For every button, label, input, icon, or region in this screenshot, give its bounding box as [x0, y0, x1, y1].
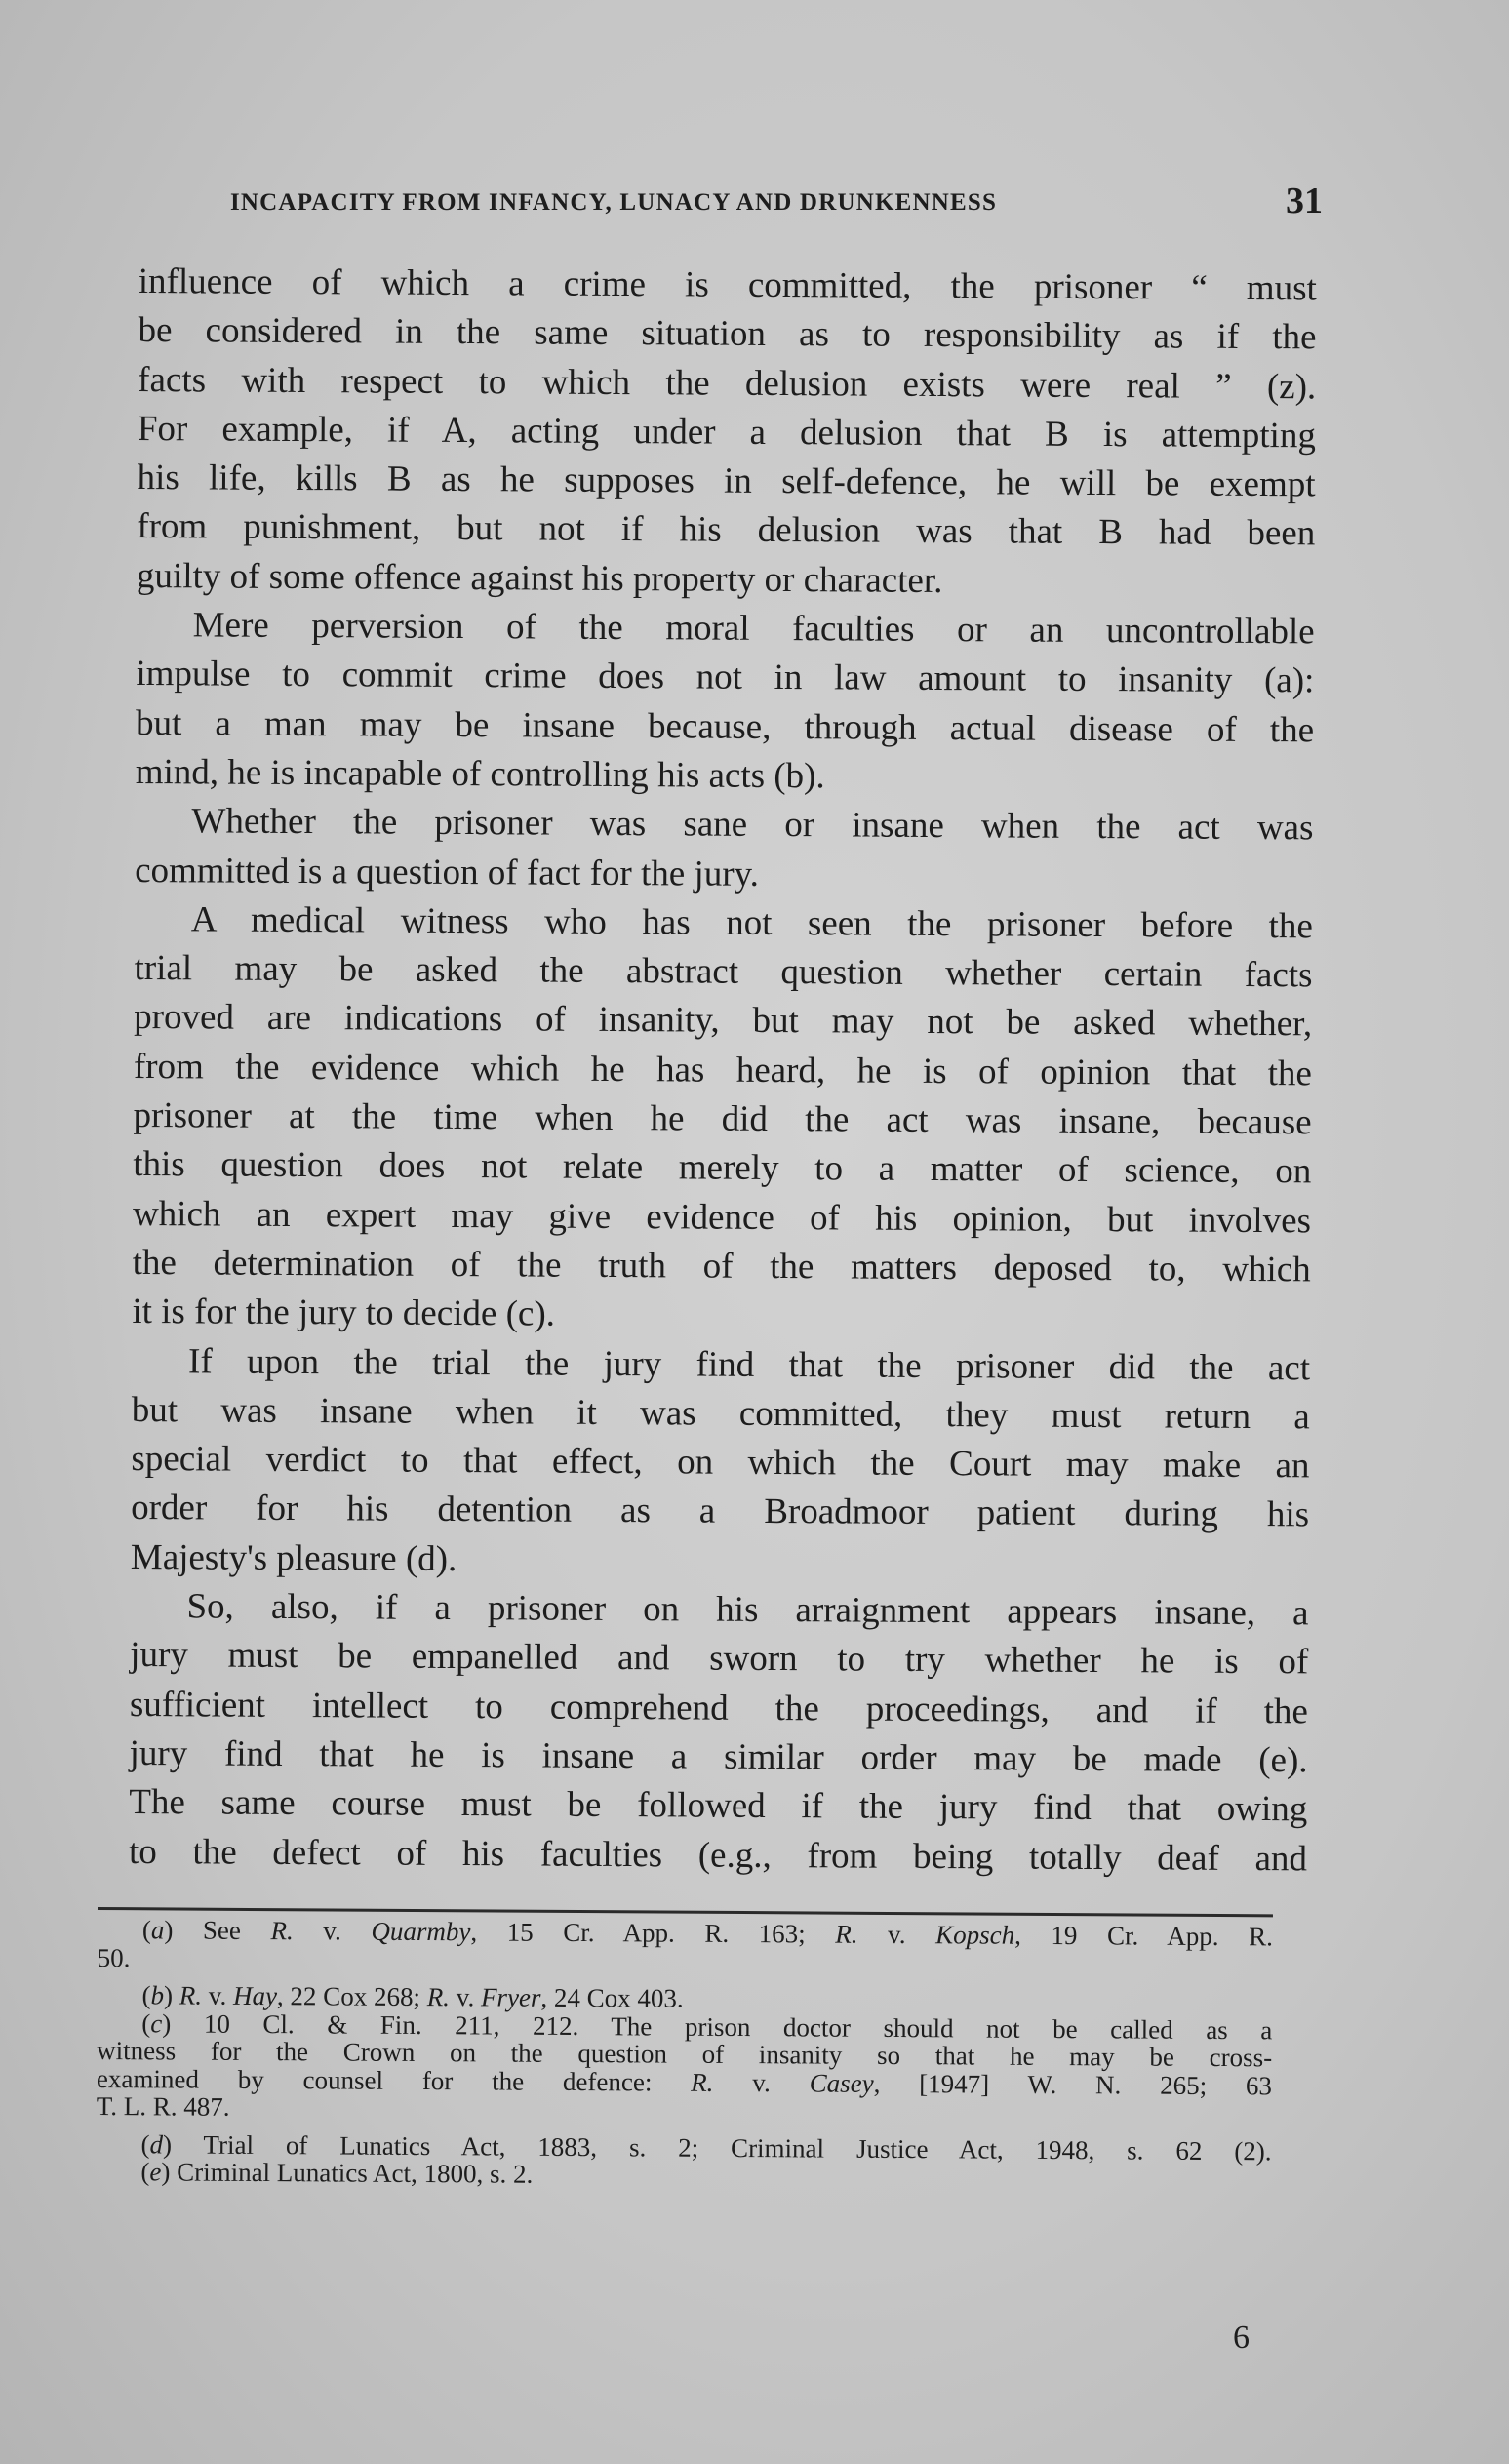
italic-text: c: [150, 2007, 163, 2038]
text-line: jury must be empanelled and sworn to try whether he is of: [130, 1635, 1309, 1683]
paragraph: [131, 1337, 1311, 1590]
italic-text: R.: [835, 1919, 858, 1949]
text: v.: [713, 2067, 810, 2097]
text: v.: [449, 1982, 482, 2012]
text: , [1947] W. N. 265; 63: [873, 2068, 1273, 2100]
text-line: facts with respect to which the delusion exists were real ” (z).: [138, 359, 1317, 407]
text-line: jury find that he is insane a similar order may be made (e).: [129, 1732, 1308, 1781]
italic-text: a: [150, 1915, 165, 1945]
text: (: [141, 1980, 151, 2010]
italic-text: Casey: [809, 2067, 874, 2098]
text: ) 10 Cl. & Fin. 211, 212. The prison doctor should not be called as a: [162, 2007, 1273, 2045]
paragraph: [137, 258, 1317, 608]
text: T. L. R. 487.: [96, 2090, 230, 2122]
page-header: [230, 180, 1323, 226]
text-line: mind, he is incapable of controlling his acts (b).: [135, 751, 825, 797]
text-line: A medical witness who has not seen the prisoner before the: [190, 899, 1313, 947]
text: ) See: [164, 1915, 271, 1946]
text-line: Mere perversion of the moral faculties or an uncontrollable: [192, 605, 1315, 653]
text-line: impulse to commit crime does not in law amount to insanity (a):: [136, 654, 1315, 701]
italic-text: Kopsch: [935, 1920, 1015, 1950]
text-line: but was insane when it was committed, they must return a: [131, 1389, 1310, 1438]
italic-text: R.: [691, 2067, 714, 2097]
text-line: his life, kills B as he supposes in self-defence, he will be exempt: [137, 457, 1316, 505]
paragraph: [132, 895, 1313, 1344]
text-line: If upon the trial the jury find that the prisoner did the act: [187, 1340, 1311, 1388]
text: v.: [201, 1980, 234, 2010]
text: , 15 Cr. App. R. 163;: [470, 1917, 836, 1949]
paragraph: [136, 601, 1315, 805]
text: , 24 Cox 403.: [540, 1982, 684, 2013]
body-text: [129, 258, 1317, 1884]
text-line: order for his detention as a Broadmoor patient during his: [131, 1488, 1310, 1535]
text-line: this question does not relate merely to a matter of science, on: [133, 1144, 1312, 1192]
text-line: guilty of some offence against his property or character.: [136, 555, 943, 601]
text-line: Whether the prisoner was sane or insane when the act was: [191, 801, 1314, 849]
text-line: to the defect of his faculties (e.g., from being totally deaf and: [128, 1831, 1308, 1879]
text-line: from the evidence which he has heard, he is of opinion that the: [133, 1046, 1313, 1094]
text: examined by counsel for the defence:: [96, 2063, 692, 2097]
italic-text: Hay: [232, 1980, 278, 2011]
italic-text: e: [149, 2157, 162, 2187]
text: v.: [293, 1916, 372, 1946]
italic-text: Fryer: [480, 1982, 541, 2012]
italic-text: R.: [426, 1982, 451, 2012]
text-line: the determination of the truth of the matters deposed to, which: [132, 1242, 1311, 1291]
paragraph: [135, 797, 1314, 902]
text: (: [140, 2157, 150, 2187]
paragraph: [129, 1582, 1309, 1884]
text: ) Trial of Lunatics Act, 1883, s. 2; Criminal Justice Act, 1948, s. 62 (2).: [162, 2128, 1272, 2166]
italic-text: R.: [270, 1916, 294, 1946]
italic-text: Quarmby: [371, 1916, 471, 1947]
text-line: from punishment, but not if his delusion was that B had been: [137, 506, 1316, 554]
page-number: 31: [1286, 180, 1323, 221]
text-line: So, also, if a prisoner on his arraignment appears insane, a: [186, 1586, 1309, 1634]
italic-text: b: [150, 1980, 165, 2010]
text: , 19 Cr. App. R.: [1014, 1920, 1274, 1952]
italic-text: R.: [179, 1980, 203, 2010]
text: (: [141, 2007, 151, 2038]
text-line: prisoner at the time when he did the act was insane, because: [133, 1095, 1312, 1143]
text: (: [140, 2128, 150, 2159]
text-line: be considered in the same situation as to responsibility as if the: [138, 310, 1317, 358]
italic-text: d: [149, 2128, 164, 2159]
text: 50.: [97, 1942, 131, 1972]
text-line: For example, if A, acting under a delusion that B is attempting: [137, 408, 1317, 457]
text-line: Majesty's pleasure (d).: [130, 1536, 457, 1579]
running-head: INCAPACITY FROM INFANCY, LUNACY AND DRUNKENNESS: [230, 189, 998, 216]
text: v.: [857, 1919, 936, 1950]
text-line: it is for the jury to decide (c).: [132, 1292, 556, 1334]
text-line: which an expert may give evidence of his opinion, but involves: [132, 1193, 1312, 1242]
text-line: but a man may be insane because, through actual disease of the: [135, 702, 1315, 751]
text-line: influence of which a crime is committed, the prisoner “ must: [138, 260, 1317, 309]
text-line: special verdict to that effect, on which the Court may make an: [131, 1439, 1310, 1487]
text-line: trial may be asked the abstract question whether certain facts: [134, 948, 1313, 996]
text-line: proved are indications of insanity, but may not be asked whether,: [134, 997, 1313, 1045]
text: witness for the Crown on the question of insanity so that he may be cross-: [97, 2035, 1273, 2073]
text: , 22 Cox 268;: [276, 1981, 427, 2012]
text: (: [141, 1915, 152, 1945]
text-line: The same course must be followed if the jury find that owing: [129, 1782, 1308, 1830]
text: ) Criminal Lunatics Act, 1800, s. 2.: [161, 2157, 534, 2189]
text-line: committed is a question of fact for the jury.: [135, 850, 760, 894]
text: ): [163, 1980, 179, 2010]
signature-mark: 6: [1233, 2320, 1250, 2356]
footnotes: [96, 1916, 1273, 2193]
text-line: sufficient intellect to comprehend the proceedings, and if the: [129, 1684, 1309, 1731]
